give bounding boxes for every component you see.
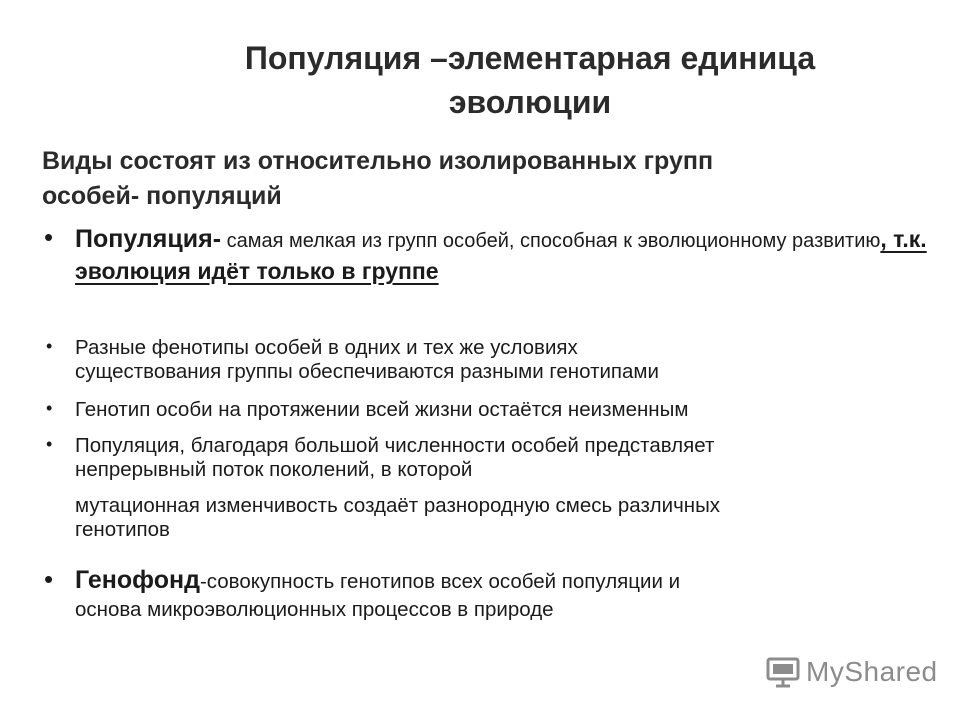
watermark-text: MyShared	[806, 656, 938, 687]
bullet-population-flow	[75, 434, 935, 482]
subtitle-line-2: особей- популяций	[42, 182, 282, 210]
bullet-marker: •	[46, 336, 53, 356]
bullet-population	[75, 224, 935, 288]
bullet-line: Разные фенотипы особей в одних и тех же условиях	[75, 336, 578, 359]
title-line-1: Популяция –элементарная единица	[244, 40, 816, 76]
bullet-term: Генофонд	[75, 566, 200, 594]
bullet-text: самая мелкая из групп особей, способная к эволюционному развитию	[221, 230, 881, 252]
subtitle-line-1: Виды состоят из относительно изолированных групп	[42, 147, 714, 175]
title-line-2: эволюции	[448, 84, 612, 120]
bullet-marker: •	[46, 434, 53, 454]
bullet-term: Популяция-	[75, 225, 222, 253]
bullet-line: -совокупность генотипов всех особей популяции и	[199, 570, 681, 593]
bullet-emphasis: , т.к. эволюция идёт только в группе	[75, 226, 927, 284]
bullet-line: генотипов	[75, 518, 170, 541]
bullet-line: мутационная изменчивость создаёт разнородную смесь различных	[75, 494, 721, 517]
slide-subtitle	[42, 144, 922, 214]
bullet-line: Генотип особи на протяжении всей жизни остаётся неизменным	[75, 398, 689, 421]
bullet-genepool	[75, 566, 935, 624]
bullet-genotype	[75, 398, 935, 422]
bullet-line: основа микроэволюционных процессов в природе	[75, 598, 554, 621]
bullet-line: существования группы обеспечиваются разными генотипами	[75, 360, 659, 383]
bullet-population-flow-continued	[75, 494, 935, 542]
slide-title	[150, 36, 910, 124]
bullet-line: Популяция, благодаря большой численности особей представляет	[75, 434, 715, 457]
watermark-logo	[766, 654, 938, 690]
bullet-marker: •	[44, 222, 54, 252]
bullet-phenotypes	[75, 336, 935, 384]
bullet-marker: •	[46, 398, 53, 418]
bullet-marker: •	[44, 564, 54, 594]
presentation-board-icon	[766, 656, 800, 688]
bullet-line: непрерывный поток поколений, в которой	[75, 458, 473, 481]
